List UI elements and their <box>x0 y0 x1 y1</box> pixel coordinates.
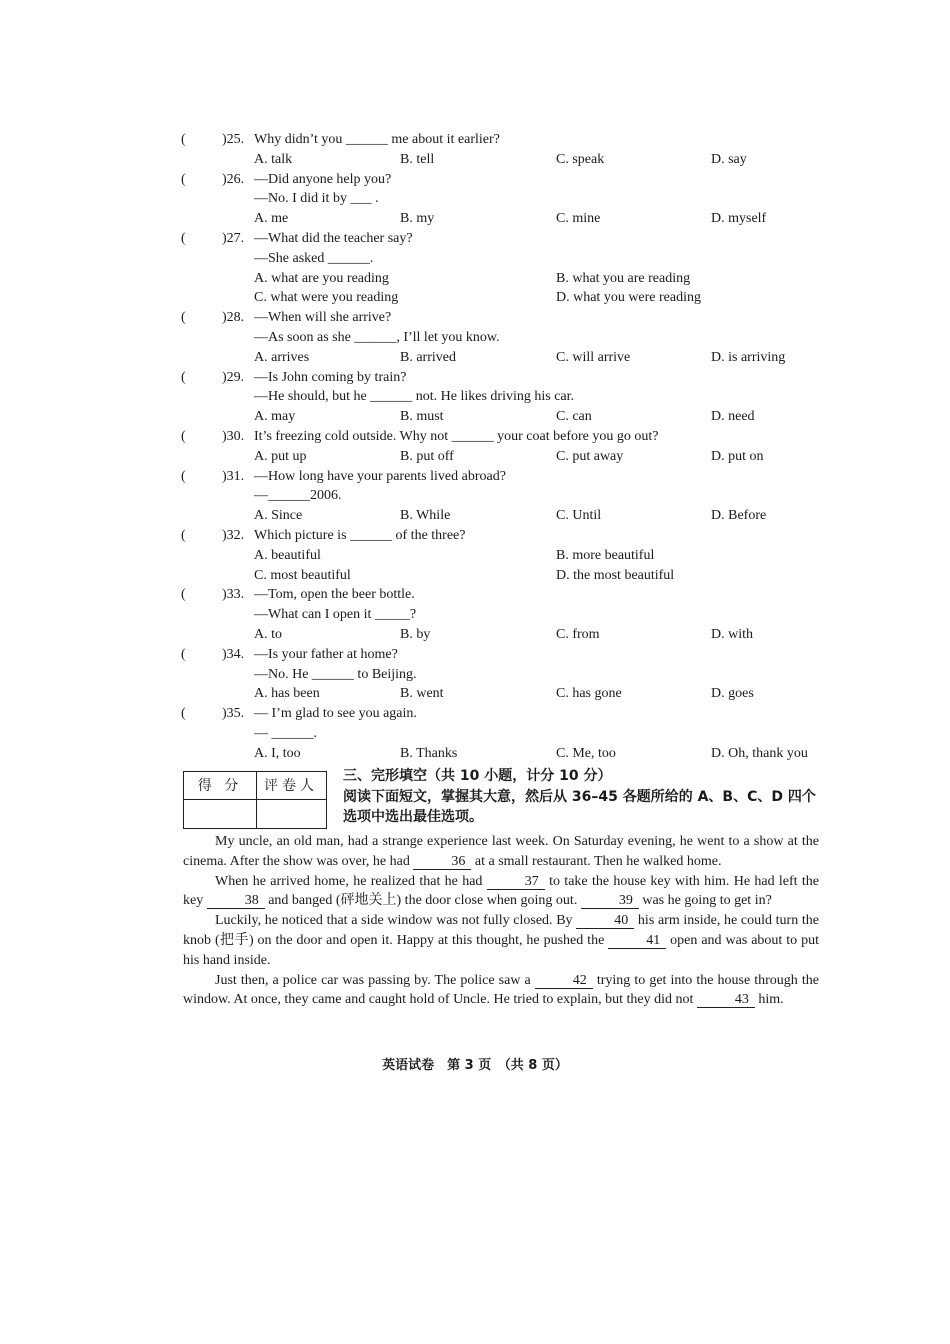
option-a[interactable]: A. Since <box>254 508 303 524</box>
option-d[interactable]: D. Before <box>711 508 767 524</box>
option-b[interactable]: B. Thanks <box>400 745 458 761</box>
option-c[interactable]: C. has gone <box>556 686 622 702</box>
answer-paren[interactable]: ( <box>181 468 186 484</box>
question-text: —Tom, open the beer bottle. <box>254 587 415 603</box>
option-d[interactable]: D. goes <box>711 686 754 702</box>
answer-paren[interactable]: ( <box>181 706 186 722</box>
option-a[interactable]: A. may <box>254 409 296 425</box>
option-a[interactable]: A. to <box>254 627 282 642</box>
option-c[interactable]: C. speak <box>556 151 605 167</box>
question-text: —What did the teacher say? <box>254 231 413 246</box>
passage-paragraph-1: My uncle, an old man, had a strange experience last week. On Saturday evening, he went to a show at the cinema. After the show was over, he had 36 at a small restaurant. Then he walked home. <box>183 834 819 869</box>
section-title: 三、完形填空（共 10 小题，计分 10 分） <box>343 768 612 784</box>
question-text: — I’m glad to see you again. <box>254 706 417 722</box>
option-a[interactable]: A. talk <box>254 151 293 167</box>
option-d[interactable]: D. say <box>711 151 747 167</box>
option-d[interactable]: D. with <box>711 627 753 642</box>
option-b[interactable]: B. more beautiful <box>556 547 655 563</box>
question-number: )31. <box>222 468 245 484</box>
question-text: —No. He ______ to Beijing. <box>254 666 417 682</box>
question-text: —______2006. <box>254 488 342 504</box>
passage-paragraph-2: When he arrived home, he realized that he had 37 to take the house key with him. He had left the key 38 and banged (砰地关上) the door close when going out. 39 was he going to get in? <box>183 873 820 909</box>
option-d[interactable]: D. put on <box>711 448 764 464</box>
question-text: It’s freezing cold outside. Why not ______ your coat before you go out? <box>254 429 659 444</box>
score-label: 得 分 <box>184 772 256 800</box>
passage-paragraph-3: Luckily, he noticed that a side window was not fully closed. By 40 his arm inside, he could turn the knob (把手) on the door and open it. Happy at this thought, he pushed the 41 open and was about to put his hand inside. <box>183 913 819 968</box>
option-a[interactable]: A. I, too <box>254 745 301 761</box>
question-text: —As soon as she ______, I’ll let you know. <box>254 330 500 345</box>
option-a[interactable]: A. beautiful <box>254 547 321 563</box>
option-b[interactable]: B. tell <box>400 151 435 167</box>
question-text: —He should, but he ______ not. He likes driving his car. <box>254 389 575 405</box>
option-b[interactable]: B. While <box>400 508 451 524</box>
option-d[interactable]: D. myself <box>711 211 767 227</box>
option-a[interactable]: A. put up <box>254 448 307 464</box>
grader-label: 评卷人 <box>256 772 326 800</box>
question-text: Why didn’t you ______ me about it earlier? <box>254 132 500 147</box>
answer-paren[interactable]: ( <box>181 429 186 444</box>
section-instruction-2: 选项中选出最佳选项。 <box>343 809 483 825</box>
option-c[interactable]: C. what were you reading <box>254 290 399 306</box>
question-text: —How long have your parents lived abroad? <box>254 468 506 484</box>
option-c[interactable]: C. Me, too <box>556 745 616 761</box>
question-text: Which picture is ______ of the three? <box>254 528 466 543</box>
question-text: —No. I did it by ___ . <box>254 191 379 207</box>
option-c[interactable]: C. most beautiful <box>254 567 351 583</box>
option-a[interactable]: A. arrives <box>254 349 310 365</box>
option-d[interactable]: D. the most beautiful <box>556 567 675 583</box>
page-footer: 英语试卷 第 3 页 （共 8 页） <box>382 1058 568 1073</box>
option-b[interactable]: B. arrived <box>400 349 456 365</box>
option-c[interactable]: C. mine <box>556 211 601 227</box>
question-number: )33. <box>222 587 245 603</box>
answer-paren[interactable]: ( <box>181 369 186 385</box>
section-instruction-1: 阅读下面短文，掌握其大意，然后从 36–45 各题所给的 A、B、C、D 四个 <box>343 789 816 805</box>
question-number: )35. <box>222 706 245 722</box>
blank-40[interactable]: 40 <box>576 914 634 929</box>
option-a[interactable]: A. what are you reading <box>254 270 389 286</box>
option-b[interactable]: B. my <box>400 211 435 227</box>
option-c[interactable]: C. put away <box>556 448 624 464</box>
blank-42[interactable]: 42 <box>535 974 593 989</box>
cloze-passage <box>183 832 819 1010</box>
question-text: —Is your father at home? <box>254 646 398 662</box>
option-a[interactable]: A. has been <box>254 686 320 702</box>
score-table <box>183 771 327 829</box>
option-b[interactable]: B. put off <box>400 448 454 464</box>
question-number: )29. <box>222 369 245 385</box>
option-c[interactable]: C. can <box>556 409 592 425</box>
option-b[interactable]: B. must <box>400 409 444 425</box>
question-text: —Did anyone help you? <box>254 171 392 187</box>
answer-paren[interactable]: ( <box>181 171 186 187</box>
question-number: )32. <box>222 528 245 543</box>
blank-36[interactable]: 36 <box>413 855 471 870</box>
option-c[interactable]: C. Until <box>556 508 602 524</box>
question-number: )26. <box>222 171 245 187</box>
blank-38[interactable]: 38 <box>207 894 265 909</box>
option-d[interactable]: D. is arriving <box>711 349 786 365</box>
option-c[interactable]: C. will arrive <box>556 349 631 365</box>
question-number: )25. <box>222 132 245 147</box>
question-text: —Is John coming by train? <box>254 369 407 385</box>
answer-paren[interactable]: ( <box>181 310 186 326</box>
option-c[interactable]: C. from <box>556 627 600 642</box>
passage-paragraph-4: Just then, a police car was passing by. The police saw a 42 trying to get into the house through the window. At once, they came and caught hold of Uncle. He tried to explain, but they did not 43 him. <box>183 972 819 1008</box>
question-number: )34. <box>222 646 245 662</box>
option-d[interactable]: D. Oh, thank you <box>711 745 808 761</box>
blank-37[interactable]: 37 <box>487 875 545 890</box>
answer-paren[interactable]: ( <box>181 231 186 246</box>
answer-paren[interactable]: ( <box>181 132 186 147</box>
question-text: —What can I open it _____? <box>254 607 417 623</box>
option-a[interactable]: A. me <box>254 211 289 227</box>
answer-paren[interactable]: ( <box>181 587 186 603</box>
question-number: )28. <box>222 310 245 326</box>
question-text: — ______. <box>254 726 317 741</box>
option-b[interactable]: B. by <box>400 627 431 642</box>
blank-43[interactable]: 43 <box>697 993 755 1008</box>
question-text: —She asked ______. <box>254 250 374 266</box>
answer-paren[interactable]: ( <box>181 528 186 543</box>
blank-39[interactable]: 39 <box>581 894 639 909</box>
blank-41[interactable]: 41 <box>608 934 666 949</box>
option-d[interactable]: D. need <box>711 409 755 425</box>
option-b[interactable]: B. what you are reading <box>556 270 691 286</box>
option-b[interactable]: B. went <box>400 686 444 702</box>
answer-paren[interactable]: ( <box>181 646 186 662</box>
option-d[interactable]: D. what you were reading <box>556 290 702 306</box>
question-text: —When will she arrive? <box>254 310 392 326</box>
question-number: )30. <box>222 429 245 444</box>
question-number: )27. <box>222 231 245 246</box>
